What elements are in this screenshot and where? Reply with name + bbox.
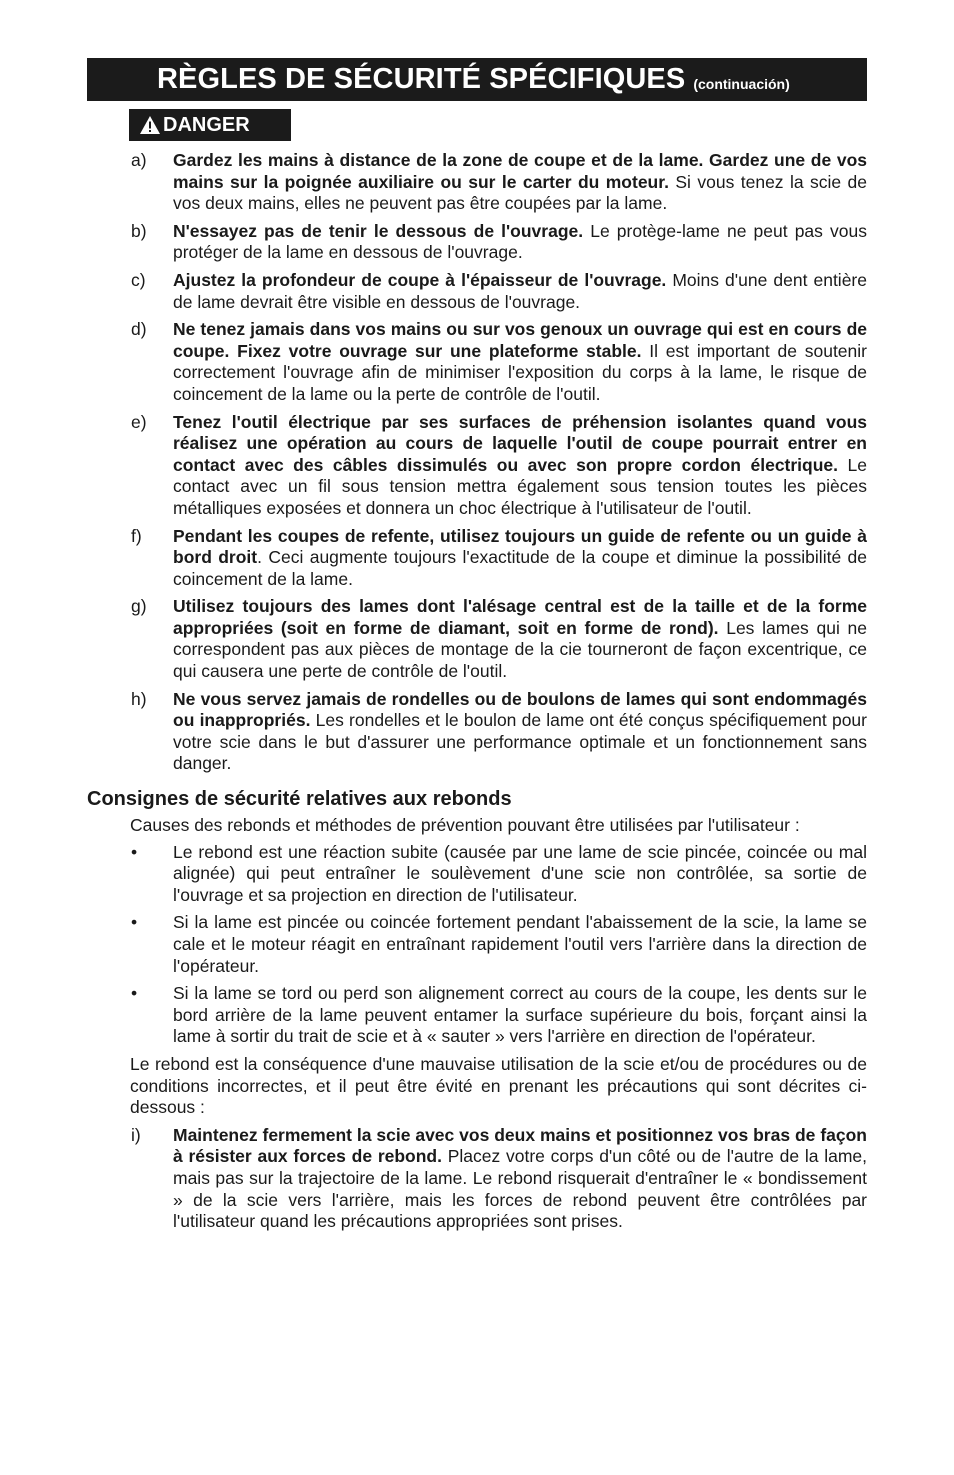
list-item (87, 270, 867, 313)
list-item (87, 412, 867, 520)
list-item (87, 1125, 867, 1233)
list-item (87, 526, 867, 591)
item-text: Moins d'une dent entière de lame devrait être visible en dessous de l'ouvrage. (173, 269, 867, 312)
item-text: . Ceci augmente toujours l'exactitude de la coupe et diminue la possibilité de coincement de la lame. (173, 547, 868, 589)
item-marker: f) (131, 525, 142, 546)
list-item (87, 596, 867, 682)
section-title: RÈGLES DE SÉCURITÉ SPÉCIFIQUES (157, 63, 686, 95)
item-marker: i) (131, 1124, 141, 1145)
content-body (87, 150, 867, 1239)
item-bold-text: Ne vous servez jamais de rondelles ou de boulons de lames qui sont endommagés ou inappropriés. (173, 688, 867, 731)
kickback-intro: Causes des rebonds et méthodes de prévention pouvant être utilisées par l'utilisateur : (130, 815, 800, 836)
item-bold-text: Gardez les mains à distance de la zone de coupe et de la lame. Gardez une de vos mains sur la poignée auxiliaire ou sur le carter du moteur. (173, 150, 867, 192)
item-bold-text: Ajustez la profondeur de coupe à l'épaisseur de l'ouvrage. (173, 269, 667, 290)
bullet-item (87, 983, 867, 1048)
item-bold-text: Utilisez toujours des lames dont l'alésage central est de la taille et de la forme appropriées (soit en forme de diamant, soit en forme de rond). (173, 596, 867, 638)
section-header-bar (87, 58, 867, 101)
item-bold-text: N'essayez pas de tenir le dessous de l'ouvrage. (173, 220, 584, 241)
item-text: Les lames qui ne correspondent pas aux pièces de montage de la cie tourneront de façon excentrique, ce qui causera une perte de contrôle de l'outil. (173, 617, 867, 682)
item-text: Le contact avec un fil sous tension mettra également sous tension toutes les pièces métalliques exposées et donnera un choc électrique à l'utilisateur de l'outil. (173, 454, 868, 518)
bullet-marker: • (131, 983, 138, 1004)
bullet-item (87, 912, 867, 977)
item-marker: a) (131, 150, 147, 170)
item-marker: e) (131, 411, 147, 432)
item-marker: d) (131, 319, 147, 340)
item-bold-text: Tenez l'outil électrique par ses surfaces de préhension isolantes quand vous réalisez une opération au cours de laquelle l'outil de coupe pourrait entrer en contact avec des câbles dissimulés ou avec son propre cordon électrique. (173, 411, 867, 475)
bullet-text: Le rebond est une réaction subite (causée par une lame de scie pincée, coincée ou mal alignée) qui peut entraîner le soulèvement d'une scie non contrôlée, sa sortie de l'ouvrage et sa projection en direction de l'utilisateur. (173, 841, 867, 905)
list-item (87, 319, 867, 405)
item-bold-text: Ne tenez jamais dans vos mains ou sur vos genoux un ouvrage qui est en cours de coupe. Fixez votre ouvrage sur une plateforme stable. (173, 319, 867, 361)
bullet-marker: • (131, 912, 138, 933)
item-bold-text: Pendant les coupes de refente, utilisez toujours un guide de refente ou un guide à bord droit (173, 525, 867, 568)
danger-label: DANGER (163, 113, 250, 136)
item-bold-text: Maintenez fermement la scie avec vos deux mains et positionnez vos bras de façon à résister aux forces de rebond. (173, 1124, 867, 1167)
list-item (87, 150, 867, 215)
item-text: Le protège-lame ne peut pas vous protéger de la lame en dessous de l'ouvrage. (173, 220, 867, 263)
item-marker: b) (131, 220, 147, 241)
item-text: Il est important de soutenir correctement l'ouvrage afin de minimiser l'exposition du corps à la lame, le risque de coincement de la lame ou la perte de contrôle de l'outil. (173, 340, 867, 404)
list-item (87, 221, 867, 264)
bullet-text: Si la lame se tord ou perd son alignement correct au cours de la coupe, les dents sur le bord arrière de la lame peuvent entamer la surface supérieure du bois, forçant ainsi la lame à sortir du trait de scie et à « sauter » vers l'arrière en direction de l'opérateur. (173, 983, 867, 1047)
list-item (87, 689, 867, 775)
item-marker: g) (131, 596, 147, 617)
bullet-item (87, 842, 867, 907)
section-subtitle: (continuación) (693, 75, 790, 92)
item-text: Si vous tenez la scie de vos deux mains, elles ne peuvent pas être coupées par la lame. (173, 171, 867, 214)
item-text: Placez votre corps d'un côté ou de l'autre de la lame, mais pas sur la trajectoire de la lame. Le rebond risquerait d'entraîner le « bondissement » de la scie vers l'arrière, mais les forces de rebond peuvent être contrôlées par l'utilisateur quand les précautions appropriées sont prises. (173, 1146, 867, 1232)
danger-label-box (129, 109, 291, 141)
item-marker: h) (131, 688, 147, 709)
kickback-paragraph: Le rebond est la conséquence d'une mauvaise utilisation de la scie et/ou de procédures ou de conditions incorrectes, et il peut être évité en prenant les précautions qui sont décrites ci-dessous : (130, 1053, 867, 1118)
bullet-text: Si la lame est pincée ou coincée fortement pendant l'abaissement de la scie, la lame se cale et le moteur réagit en entraînant rapidement l'outil vers l'arrière dans la direction de l'opérateur. (173, 912, 867, 976)
warning-triangle-icon (140, 116, 160, 134)
item-text: Les rondelles et le boulon de lame ont été conçus spécifiquement pour votre scie dans le but d'assurer une performance optimale et un fonctionnement sans danger. (173, 710, 867, 774)
item-marker: c) (131, 269, 146, 290)
kickback-heading: Consignes de sécurité relatives aux rebonds (87, 788, 512, 811)
bullet-marker: • (131, 841, 138, 862)
